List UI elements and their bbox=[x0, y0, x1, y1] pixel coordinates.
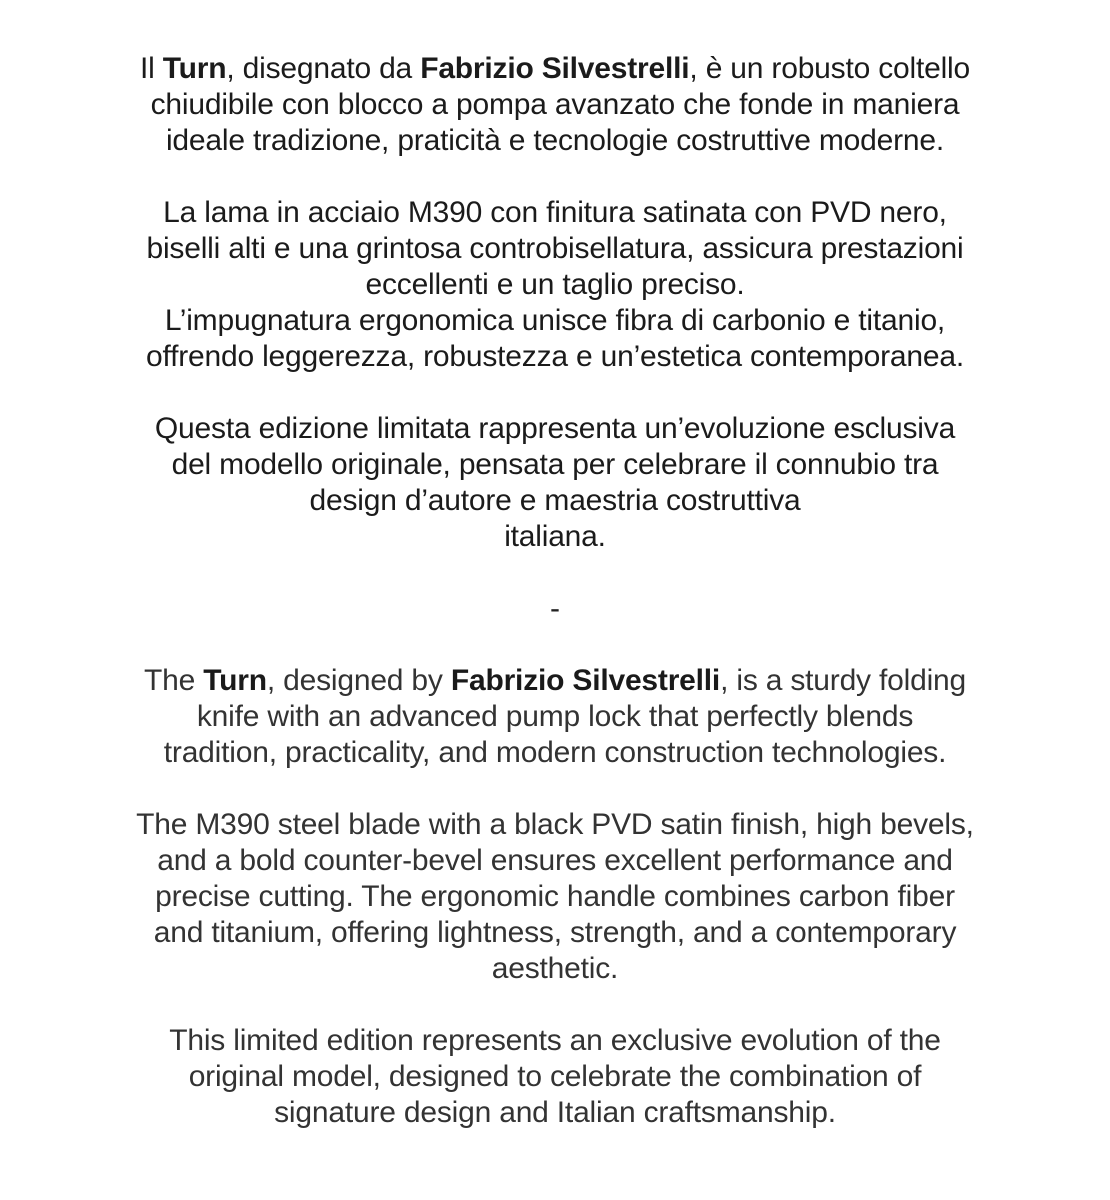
text-line: offrendo leggerezza, robustezza e un’estetica contemporanea. bbox=[146, 340, 964, 373]
text-line: biselli alti e una grintosa controbisellatura, assicura prestazioni bbox=[146, 232, 964, 265]
text-line: aesthetic. bbox=[491, 952, 619, 985]
text-line: and titanium, offering lightness, strength, and a contemporary bbox=[153, 916, 957, 949]
text-line: Questa edizione limitata rappresenta un’evoluzione esclusiva bbox=[154, 412, 956, 445]
text-span: , designed by bbox=[266, 664, 451, 697]
text-span: , è un robusto coltello bbox=[689, 52, 970, 85]
designer-name: Fabrizio Silvestrelli bbox=[450, 664, 721, 697]
italian-paragraph-blade bbox=[55, 195, 1055, 375]
text-line: signature design and Italian craftsmanship. bbox=[274, 1096, 836, 1129]
language-separator: - bbox=[550, 592, 560, 625]
text-line: eccellenti e un taglio preciso. bbox=[365, 268, 745, 301]
text-line: italiana. bbox=[504, 520, 606, 553]
text-line: tradition, practicality, and modern construction technologies. bbox=[163, 736, 947, 769]
designer-name: Fabrizio Silvestrelli bbox=[420, 52, 690, 85]
text-line: L’impugnatura ergonomica unisce fibra di carbonio e titanio, bbox=[164, 304, 946, 337]
text-line: The M390 steel blade with a black PVD satin finish, high bevels, bbox=[136, 808, 974, 841]
text-span: , disegnato da bbox=[226, 52, 421, 85]
text-line: chiudibile con blocco a pompa avanzato che fonde in maniera bbox=[150, 88, 960, 121]
product-name: Turn bbox=[203, 664, 267, 697]
text-line: and a bold counter-bevel ensures excellent performance and bbox=[157, 844, 953, 877]
text-line: knife with an advanced pump lock that perfectly blends bbox=[196, 700, 914, 733]
text-line: La lama in acciaio M390 con finitura satinata con PVD nero, bbox=[163, 196, 947, 229]
italian-paragraph-intro bbox=[55, 51, 1055, 159]
italian-paragraph-edition bbox=[55, 411, 1055, 555]
english-paragraph-intro bbox=[55, 663, 1055, 771]
text-line: precise cutting. The ergonomic handle combines carbon fiber bbox=[155, 880, 955, 913]
text-line: design d’autore e maestria costruttiva bbox=[309, 484, 801, 517]
text-line: ideale tradizione, praticità e tecnologie costruttive moderne. bbox=[165, 124, 945, 157]
text-line bbox=[55, 51, 1055, 87]
text-line: original model, designed to celebrate the combination of bbox=[188, 1060, 922, 1093]
text-span: , is a sturdy folding bbox=[720, 664, 967, 697]
english-paragraph-edition bbox=[55, 1023, 1055, 1131]
text-span: The bbox=[143, 664, 204, 697]
text-line bbox=[55, 663, 1055, 699]
product-name: Turn bbox=[162, 52, 227, 85]
english-paragraph-blade bbox=[55, 807, 1055, 987]
text-span: Il bbox=[139, 52, 163, 85]
text-line: This limited edition represents an exclusive evolution of the bbox=[169, 1024, 941, 1057]
text-line: del modello originale, pensata per celebrare il connubio tra bbox=[171, 448, 939, 481]
